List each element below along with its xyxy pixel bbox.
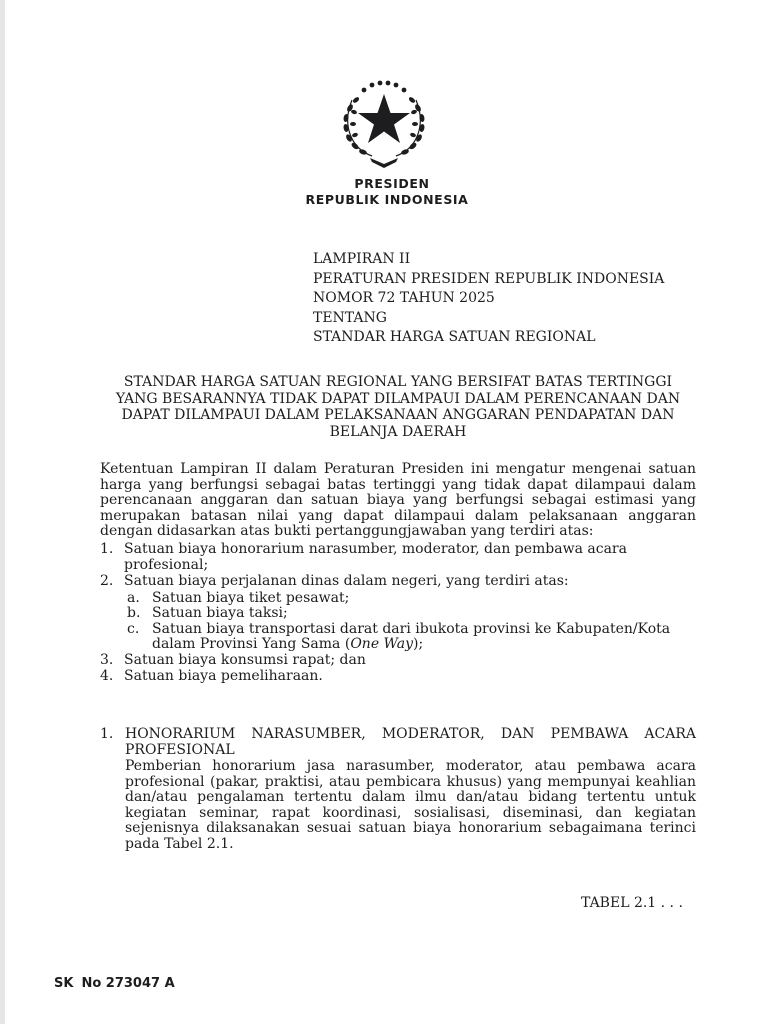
serial-value: No 273047 A [81,976,175,991]
attachment-label: LAMPIRAN II [313,251,411,267]
sub-list-item [127,622,696,653]
regulation-subject: STANDAR HARGA SATUAN REGIONAL [313,329,596,345]
sub-list-text: Satuan biaya transportasi darat dari ibukota provinsi ke Kabupaten/Kota dalam Provinsi Yang Sama ( [152,620,671,652]
title-line-1: STANDAR HARGA SATUAN REGIONAL YANG BERSIFAT BATAS TERTINGGI [123,374,673,390]
title-line-3: DAPAT DILAMPAUI DALAM PELAKSANAAN ANGGARAN PENDAPATAN DAN [121,407,675,423]
page-edge-shadow [0,0,5,1024]
sub-list-item [127,606,696,622]
list-item-number: 3. [100,651,114,668]
institution-line-1: PRESIDEN [354,176,430,191]
institution-line-2: REPUBLIK INDONESIA [305,192,469,207]
presidential-emblem-icon [328,72,440,172]
title-line-4: BELANJA DAERAH [329,423,467,440]
sub-list-item [127,591,696,607]
list-item [100,574,696,590]
regulation-number: NOMOR 72 TAHUN 2025 [313,290,495,306]
list-item-number: 1. [100,541,114,557]
serial-prefix: SK [54,976,74,991]
sub-list-text: Satuan biaya taksi; [152,605,288,621]
section-body: Pemberian honorarium jasa narasumber, moderator, atau pembawa acara profesional (pakar, praktisi, atau pembicara khusus) yang mempunyai keahlian dan/atau pengalaman tertentu dalam ilmu dan/atau bidang tertentu untuk kegiatan seminar, rapat koordinasi, sosialisasi, diseminasi, dan kegiatan sejenisnya dilaksanakan sesuai satuan biaya honorarium sebagaimana terinci pada Tabel 2.1. [125,758,696,852]
continuation-marker: TABEL 2.1 . . . [581,895,683,911]
sub-list-letter: b. [127,605,141,621]
serial-number [54,976,183,991]
cost-items-list [100,542,696,686]
list-item-text: Satuan biaya perjalanan dinas dalam negeri, yang terdiri atas: [124,573,569,589]
intro-paragraph: Ketentuan Lampiran II dalam Peraturan Presiden ini mengatur mengenai satuan harga yang berfungsi sebagai batas tertinggi yang tidak dapat dilampaui dalam perencanaan anggaran dan satuan biaya yang berfungsi sebagai estimasi yang merupakan batasan nilai yang dapat dilampaui dalam pelaksanaan anggaran dengan didasarkan atas bukti pertanggungjawaban yang terdiri atas: [100,461,696,539]
section-number: 1. [100,726,114,742]
sub-list-text-end: ); [413,636,424,652]
list-item [100,542,696,573]
title-line-2: YANG BESARANNYA TIDAK DAPAT DILAMPAUI DALAM PERENCANAAN DAN [115,390,681,407]
section-title-text: HONORARIUM NARASUMBER, MODERATOR, DAN PEMBAWA ACARA PROFESIONAL [125,726,696,758]
list-item-text: Satuan biaya konsumsi rapat; dan [124,651,366,668]
sub-list-text: Satuan biaya tiket pesawat; [152,589,350,606]
list-item-text: Satuan biaya honorarium narasumber, moderator, dan pembawa acara profesional; [124,541,627,573]
attachment-reference [313,250,664,348]
sub-list-letter: a. [127,589,140,606]
document-title [100,374,696,440]
one-way-term: One Way [350,636,413,652]
section-honorarium [100,727,696,852]
list-item-number: 2. [100,573,114,589]
section-title [100,727,696,758]
sub-list-letter: c. [127,620,140,637]
list-item [100,653,696,669]
regulation-name: PERATURAN PRESIDEN REPUBLIK INDONESIA [313,270,665,287]
regulation-about-label: TENTANG [313,309,387,326]
institution-name [0,176,768,208]
list-item-text: Satuan biaya pemeliharaan. [124,668,323,684]
list-item-number: 4. [100,668,114,684]
list-item [100,669,696,685]
